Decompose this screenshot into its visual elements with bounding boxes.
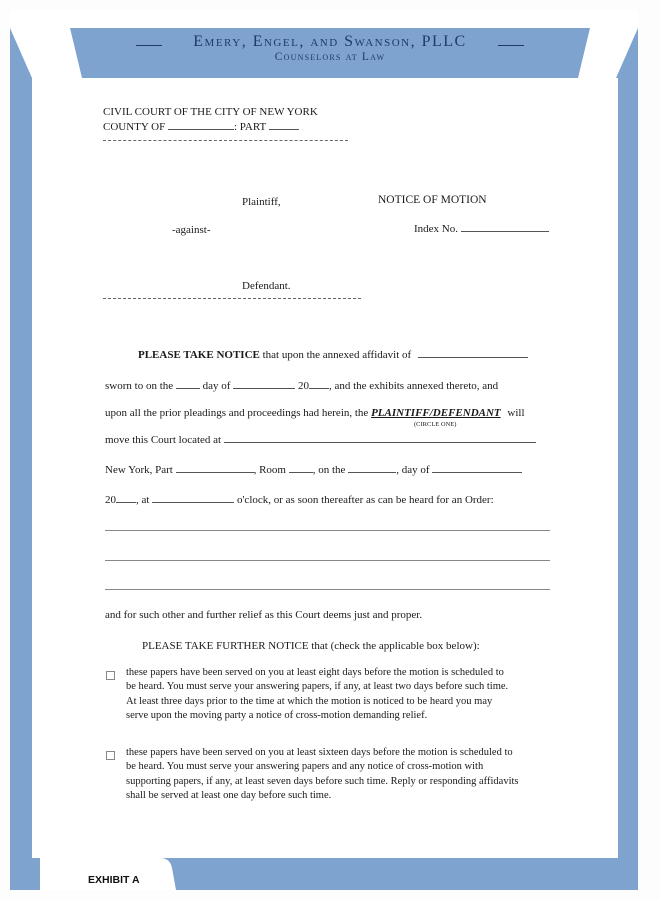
on-the-label: , on the <box>312 464 346 476</box>
part-room-line <box>105 463 522 477</box>
sworn-year-blank[interactable] <box>309 379 329 389</box>
move-court-label: move this Court located at <box>105 434 222 446</box>
further-notice: PLEASE TAKE FURTHER NOTICE that (check the applicable box below): <box>142 640 480 652</box>
notice-lead-text: that upon the annexed affidavit of <box>262 349 412 361</box>
index-label: Index No. <box>414 223 458 235</box>
county-line <box>103 120 299 134</box>
part-number-blank[interactable] <box>176 463 254 473</box>
part-blank[interactable] <box>269 120 299 130</box>
notice-lead-bold: PLEASE TAKE NOTICE <box>138 349 260 361</box>
order-line-1[interactable] <box>105 530 550 531</box>
court-location-line <box>105 433 536 447</box>
caption-divider-bottom <box>103 298 361 299</box>
hearing-year-blank[interactable] <box>116 493 136 503</box>
sixteen-days-checkbox[interactable] <box>106 751 115 760</box>
firm-name: Emery, Engel, and Swanson, PLLC <box>193 33 467 50</box>
court-location-blank[interactable] <box>224 433 536 443</box>
room-label: , Room <box>253 464 286 476</box>
sworn-month-blank[interactable] <box>233 379 295 389</box>
year-prefix: 20 <box>297 380 309 392</box>
exhibit-label: EXHIBIT A <box>88 874 140 886</box>
pleadings-text: upon all the prior pleadings and proceedings had herein, the <box>105 407 369 419</box>
will-label: will <box>507 407 525 419</box>
county-blank[interactable] <box>168 120 234 130</box>
against-label: -against- <box>172 224 211 236</box>
new-york-part-label: New York, Part <box>105 464 173 476</box>
year-prefix-2: 20 <box>105 494 116 506</box>
at-label: , at <box>136 494 150 506</box>
further-relief: and for such other and further relief as this Court deems just and proper. <box>105 609 423 621</box>
notice-title: NOTICE OF MOTION <box>378 194 487 206</box>
index-blank[interactable] <box>461 222 549 232</box>
sworn-label: sworn to on the <box>105 380 174 392</box>
sworn-line <box>105 379 498 393</box>
day-of-label: day of <box>202 380 231 392</box>
room-blank[interactable] <box>289 463 313 473</box>
firm-subtitle: Counselors at Law <box>274 51 386 63</box>
exhibits-text: , and the exhibits annexed thereto, and <box>328 380 499 392</box>
day-of-label-2: , day of <box>396 464 430 476</box>
date-month-blank[interactable] <box>432 463 522 473</box>
eight-days-checkbox[interactable] <box>106 671 115 680</box>
affiant-blank[interactable] <box>418 348 528 358</box>
order-line-2[interactable] <box>105 560 550 561</box>
plaintiff-label: Plaintiff, <box>242 196 281 208</box>
date-day-blank[interactable] <box>348 463 396 473</box>
part-label: : PART <box>234 121 267 133</box>
time-line <box>105 493 494 507</box>
oclock-text: o'clock, or as soon thereafter as can be heard for an Order: <box>236 494 494 506</box>
notice-lead <box>138 348 528 362</box>
county-label: COUNTY OF <box>103 121 166 133</box>
sworn-day-blank[interactable] <box>176 379 200 389</box>
circle-one-note: (CIRCLE ONE) <box>414 421 457 428</box>
sixteen-days-text: these papers have been served on you at least sixteen days before the motion is scheduled to be heard. You must serve your answering papers and any notice of cross-motion with supporting papers, if any, at least seven days before such time. Reply or responding affidavits shall be served at least one day before such time. <box>126 747 519 802</box>
caption-divider-top <box>103 140 348 141</box>
index-line <box>414 222 549 236</box>
time-blank[interactable] <box>152 493 234 503</box>
court-line: CIVIL COURT OF THE CITY OF NEW YORK <box>103 106 318 118</box>
party-choice[interactable]: PLAINTIFF/DEFENDANT <box>371 407 501 419</box>
eight-days-text: these papers have been served on you at least eight days before the motion is scheduled to be heard. You must serve your answering papers, if any, at least two days before such time. At least three days prior to the time at which the motion is noticed to be heard you may serve upon the moving party a notice of cross-motion demanding relief. <box>126 667 509 722</box>
pleadings-line <box>105 407 525 420</box>
defendant-label: Defendant. <box>242 280 291 292</box>
order-line-3[interactable] <box>105 589 550 590</box>
